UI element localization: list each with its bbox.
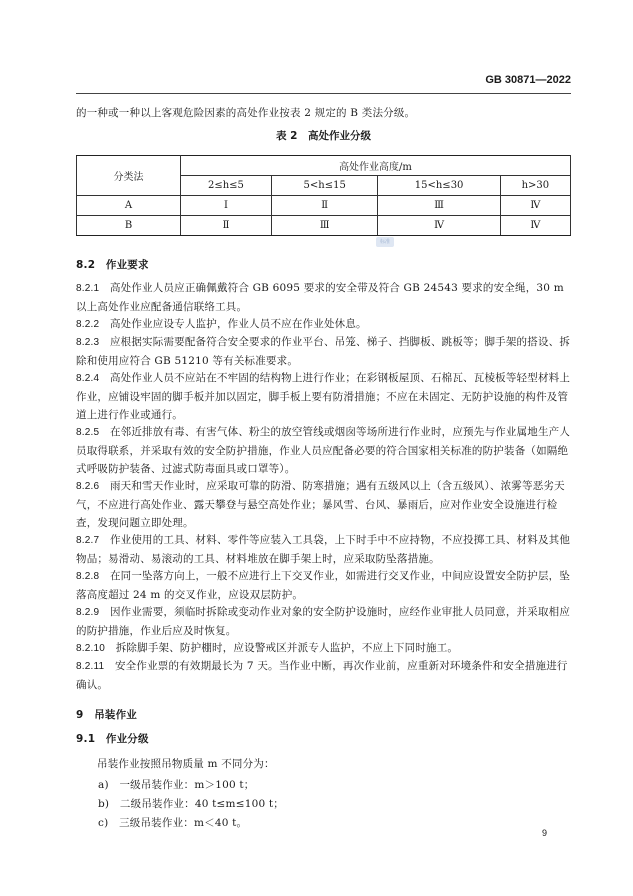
grade-cell: Ⅰ	[181, 196, 272, 216]
clause-number: 8.2.7	[76, 535, 100, 546]
list-item: a) 一级吊装作业：m＞100 t；	[98, 779, 255, 791]
clause-number: 8.2.2	[76, 319, 100, 330]
clause-text: 作业使用的工具、材料、零件等应装入工具袋，上下时手中不应持物，不应投掷工具、材料及其他物品；易滑动、易滚动的工具、材料堆放在脚手架上时，应采取防坠落措施。	[76, 534, 571, 565]
clause-text: 因作业需要，须临时拆除或变动作业对象的安全防护设施时，应经作业审批人员同意，并采取相应的防护措施，作业后应及时恢复。	[76, 606, 571, 637]
clause-number: 8.2.8	[76, 571, 100, 582]
clause-number: 8.2.5	[76, 427, 100, 438]
table-row	[77, 216, 571, 236]
grade-cell: Ⅳ	[378, 216, 500, 236]
clause-8-2-6	[76, 477, 571, 532]
clause-number: 8.2.10	[76, 643, 106, 654]
clause-text: 高处作业人员不应站在不牢固的结构物上进行作业；在彩钢板屋顶、石棉瓦、瓦棱板等轻型材料上作业，应铺设牢固的脚手板并加以固定，脚手板上要有防滑措施；不应在未固定、无防护设施的构件及管道上进行作业或通行。	[76, 372, 571, 421]
lifting-intro: 吊装作业按照吊物质量 m 不同分为：	[97, 758, 275, 770]
table-caption: 表 2 高处作业分级	[276, 130, 371, 142]
clause-text: 高处作业人员应正确佩戴符合 GB 6095 要求的安全带及符合 GB 24543 要求的安全绳，30 m 以上高处作业应配备通信联络工具。	[76, 282, 564, 313]
range-header: 15<h≤30	[378, 176, 500, 196]
clause-8-2-11	[76, 657, 571, 694]
clause-text: 拆除脚手架、防护棚时，应设警戒区并派专人监护，不应上下同时施工。	[115, 642, 459, 654]
clause-8-2-10	[76, 639, 571, 658]
clause-8-2-9	[76, 603, 571, 640]
header-rule	[76, 93, 571, 94]
clause-number: 8.2.9	[76, 607, 100, 618]
clause-8-2-8	[76, 567, 571, 604]
range-header: 2≤h≤5	[181, 176, 272, 196]
clause-number: 8.2.1	[76, 283, 100, 294]
clause-text: 在同一坠落方向上，一般不应进行上下交叉作业，如需进行交叉作业，中间应设置安全防护层，坠落高度超过 24 m 的交叉作业，应设双层防护。	[76, 570, 571, 601]
list-item: b) 二级吊装作业：40 t≤m≤100 t；	[98, 798, 284, 810]
grade-cell: Ⅳ	[500, 196, 570, 216]
chapter-heading: 9 吊装作业	[76, 709, 138, 721]
grade-cell: Ⅲ	[378, 196, 500, 216]
clause-8-2-7	[76, 531, 571, 568]
subsection-heading: 9.1 作业分级	[76, 733, 149, 745]
clause-8-2-4	[76, 369, 571, 424]
method-column-header: 分类法	[77, 156, 181, 196]
clause-text: 在邻近排放有毒、有害气体、粉尘的放空管线或烟囱等场所进行作业时，应预先与作业属地生产人员取得联系，并采取有效的安全防护措施，作业人员应配备必要的符合国家相关标准的防护装备（如隔绝式呼吸防护装备、过滤式防毒面具或口罩等）。	[76, 426, 571, 475]
grade-cell: Ⅱ	[181, 216, 272, 236]
range-header: h>30	[500, 176, 570, 196]
clause-number: 8.2.11	[76, 661, 105, 672]
clause-8-2-3	[76, 333, 571, 370]
grade-cell: Ⅳ	[500, 216, 570, 236]
list-item: c) 三级吊装作业：m＜40 t。	[98, 817, 248, 829]
clause-8-2-1	[76, 279, 571, 316]
clause-text: 安全作业票的有效期最长为 7 天。当作业中断，再次作业前，应重新对环境条件和安全措施进行确认。	[76, 660, 568, 691]
grade-cell: Ⅲ	[271, 216, 378, 236]
clause-8-2-5	[76, 423, 571, 478]
height-group-header: 高处作业高度/m	[181, 156, 571, 176]
clause-text: 应根据实际需要配备符合安全要求的作业平台、吊笼、梯子、挡脚板、跳板等；脚手架的搭设、拆除和使用应符合 GB 51210 等有关标准要求。	[76, 336, 571, 367]
method-cell: B	[77, 216, 181, 236]
clause-8-2-2	[76, 315, 571, 334]
section-heading: 8.2 作业要求	[76, 259, 149, 271]
grade-table	[76, 155, 571, 236]
range-header: 5<h≤15	[271, 176, 378, 196]
standard-code: GB 30871—2022	[485, 74, 571, 86]
clause-number: 8.2.4	[76, 373, 100, 384]
table-row	[77, 196, 571, 216]
grade-cell: Ⅱ	[271, 196, 378, 216]
method-cell: A	[77, 196, 181, 216]
intro-paragraph: 的一种或一种以上客观危险因素的高处作业按表 2 规定的 B 类法分级。	[76, 107, 416, 119]
clause-text: 雨天和雪天作业时，应采取可靠的防滑、防寒措施；遇有五级风以上（含五级风）、浓雾等恶劣天气，不应进行高处作业、露天攀登与悬空高处作业；暴风雪、台风、暴雨后，应对作业安全设施进行检查，发现问题立即处理。	[76, 480, 565, 529]
clause-number: 8.2.3	[76, 337, 100, 348]
watermark-logo: 标准	[376, 237, 394, 247]
clause-number: 8.2.6	[76, 481, 100, 492]
clause-text: 高处作业应设专人监护，作业人员不应在作业处休息。	[109, 318, 367, 330]
page-number: 9	[542, 828, 548, 838]
